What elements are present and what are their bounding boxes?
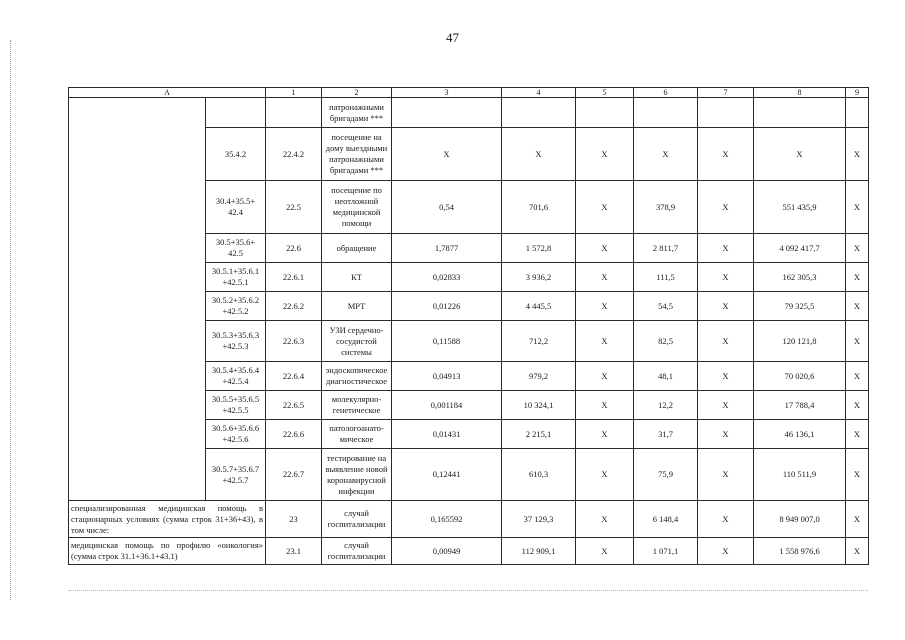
- cell-9: X: [846, 181, 869, 234]
- cell-9: X: [846, 321, 869, 362]
- cell-9: [846, 98, 869, 128]
- cell-1: 22.6.1: [266, 263, 322, 292]
- cell-a: 30.5.1+35.6.1 +42.5.1: [206, 263, 266, 292]
- cell-4: 610,3: [502, 449, 576, 501]
- cell-6: 6 148,4: [634, 501, 698, 538]
- cell-4: 712,2: [502, 321, 576, 362]
- cell-7: [698, 98, 754, 128]
- cell-9: X: [846, 234, 869, 263]
- cell-1: 22.6.2: [266, 292, 322, 321]
- cell-4: 1 572,8: [502, 234, 576, 263]
- cell-6: 1 071,1: [634, 538, 698, 565]
- cell-2: посещение на дому выездными патронажными бригадами ***: [322, 128, 392, 181]
- cell-9: X: [846, 420, 869, 449]
- cell-7: X: [698, 128, 754, 181]
- cell-5: X: [576, 181, 634, 234]
- col-header-8: 8: [754, 88, 846, 98]
- cell-8: 162 305,3: [754, 263, 846, 292]
- cell-3: 0,11588: [392, 321, 502, 362]
- cell-7: X: [698, 538, 754, 565]
- cell-5: X: [576, 292, 634, 321]
- cell-4: 112 909,1: [502, 538, 576, 565]
- cell-4: 3 936,2: [502, 263, 576, 292]
- cell-8: 17 788,4: [754, 391, 846, 420]
- cell-3: 0,01431: [392, 420, 502, 449]
- table-row: [69, 98, 869, 128]
- cell-4: 979,2: [502, 362, 576, 391]
- col-header-9: 9: [846, 88, 869, 98]
- cell-8: 551 435,9: [754, 181, 846, 234]
- cell-5: X: [576, 501, 634, 538]
- cell-a: [206, 98, 266, 128]
- cell-a: 30.5+35.6+ 42.5: [206, 234, 266, 263]
- cell-8: 120 121,8: [754, 321, 846, 362]
- cell-1: [266, 98, 322, 128]
- cell-9: X: [846, 292, 869, 321]
- cell-5: X: [576, 449, 634, 501]
- cell-2: КТ: [322, 263, 392, 292]
- cell-8: 70 020,6: [754, 362, 846, 391]
- merged-parent-cell: [69, 98, 206, 501]
- cell-3: 0,01226: [392, 292, 502, 321]
- cell-6: 48,1: [634, 362, 698, 391]
- cell-3: 0,12441: [392, 449, 502, 501]
- cell-1: 22.6.7: [266, 449, 322, 501]
- cell-3: 0,001184: [392, 391, 502, 420]
- cell-8: 46 136,1: [754, 420, 846, 449]
- cell-5: X: [576, 391, 634, 420]
- page-number: 47: [446, 30, 459, 45]
- cell-a: 30.4+35.5+ 42.4: [206, 181, 266, 234]
- data-table: [68, 87, 869, 565]
- cell-8: 110 511,9: [754, 449, 846, 501]
- bottom-dotted-line: [68, 590, 868, 592]
- cell-7: X: [698, 449, 754, 501]
- cell-1: 22.6.5: [266, 391, 322, 420]
- cell-5: X: [576, 321, 634, 362]
- cell-2: патронажными бригадами ***: [322, 98, 392, 128]
- cell-4: 2 215,1: [502, 420, 576, 449]
- cell-2: патологоанато-мическое: [322, 420, 392, 449]
- cell-3: 0,04913: [392, 362, 502, 391]
- cell-3: [392, 98, 502, 128]
- cell-9: X: [846, 449, 869, 501]
- cell-7: X: [698, 391, 754, 420]
- cell-a: 35.4.2: [206, 128, 266, 181]
- cell-1: 22.6.3: [266, 321, 322, 362]
- cell-2: МРТ: [322, 292, 392, 321]
- col-header-a: А: [69, 88, 266, 98]
- col-header-3: 3: [392, 88, 502, 98]
- cell-8: X: [754, 128, 846, 181]
- cell-5: X: [576, 263, 634, 292]
- cell-6: 31,7: [634, 420, 698, 449]
- header-row: [69, 88, 869, 98]
- col-header-6: 6: [634, 88, 698, 98]
- cell-3: 0,02833: [392, 263, 502, 292]
- cell-1: 22.6.6: [266, 420, 322, 449]
- col-header-5: 5: [576, 88, 634, 98]
- cell-3: 1,7877: [392, 234, 502, 263]
- cell-1: 22.5: [266, 181, 322, 234]
- cell-2: случай госпитализации: [322, 501, 392, 538]
- cell-a: 30.5.3+35.6.3 +42.5.3: [206, 321, 266, 362]
- cell-7: X: [698, 362, 754, 391]
- cell-5: X: [576, 128, 634, 181]
- cell-6: [634, 98, 698, 128]
- table-row: [69, 501, 869, 538]
- cell-6: 75,9: [634, 449, 698, 501]
- cell-9: X: [846, 263, 869, 292]
- cell-6: 111,5: [634, 263, 698, 292]
- cell-9: X: [846, 391, 869, 420]
- cell-9: X: [846, 538, 869, 565]
- cell-9: X: [846, 362, 869, 391]
- cell-8: 1 558 976,6: [754, 538, 846, 565]
- cell-2: тестирование на выявление новой коронавирусной инфекции: [322, 449, 392, 501]
- cell-5: X: [576, 362, 634, 391]
- col-header-1: 1: [266, 88, 322, 98]
- cell-1: 23.1: [266, 538, 322, 565]
- cell-6: 378,9: [634, 181, 698, 234]
- cell-5: X: [576, 234, 634, 263]
- cell-8: [754, 98, 846, 128]
- col-header-4: 4: [502, 88, 576, 98]
- cell-a: 30.5.4+35.6.4 +42.5.4: [206, 362, 266, 391]
- cell-7: X: [698, 420, 754, 449]
- cell-5: [576, 98, 634, 128]
- cell-4: 4 445,5: [502, 292, 576, 321]
- cell-3: X: [392, 128, 502, 181]
- cell-2: эндоскопическое диагностическое: [322, 362, 392, 391]
- cell-4: X: [502, 128, 576, 181]
- cell-3: 0,54: [392, 181, 502, 234]
- cell-2: УЗИ сердечно-сосудистой системы: [322, 321, 392, 362]
- cell-3: 0,165592: [392, 501, 502, 538]
- cell-5: X: [576, 420, 634, 449]
- cell-5: X: [576, 538, 634, 565]
- cell-1: 22.6.4: [266, 362, 322, 391]
- margin-dotted-line: [10, 40, 12, 600]
- cell-4: [502, 98, 576, 128]
- col-header-2: 2: [322, 88, 392, 98]
- cell-a-wide: специализированная медицинская помощь в стационарных условиях (сумма строк 31+36+43), в том числе:: [69, 501, 266, 538]
- cell-a-wide: медицинская помощь по профилю «онкология» (сумма строк 31.1+36.1+43.1): [69, 538, 266, 565]
- cell-1: 22.6: [266, 234, 322, 263]
- cell-7: X: [698, 292, 754, 321]
- cell-8: 4 092 417,7: [754, 234, 846, 263]
- col-header-7: 7: [698, 88, 754, 98]
- cell-9: X: [846, 128, 869, 181]
- cell-6: 82,5: [634, 321, 698, 362]
- cell-6: 2 811,7: [634, 234, 698, 263]
- cell-7: X: [698, 234, 754, 263]
- cell-a: 30.5.5+35.6.5 +42.5.5: [206, 391, 266, 420]
- cell-7: X: [698, 321, 754, 362]
- cell-4: 37 129,3: [502, 501, 576, 538]
- cell-a: 30.5.2+35.6.2 +42.5.2: [206, 292, 266, 321]
- cell-a: 30.5.7+35.6.7 +42.5.7: [206, 449, 266, 501]
- cell-1: 22.4.2: [266, 128, 322, 181]
- cell-2: случай госпитализации: [322, 538, 392, 565]
- cell-2: молекулярно-генетическое: [322, 391, 392, 420]
- cell-7: X: [698, 181, 754, 234]
- cell-2: обращение: [322, 234, 392, 263]
- cell-8: 8 949 007,0: [754, 501, 846, 538]
- cell-6: 54,5: [634, 292, 698, 321]
- cell-4: 10 324,1: [502, 391, 576, 420]
- cell-3: 0,00949: [392, 538, 502, 565]
- cell-a: 30.5.6+35.6.6 +42.5.6: [206, 420, 266, 449]
- cell-1: 23: [266, 501, 322, 538]
- cell-4: 701,6: [502, 181, 576, 234]
- cell-8: 79 325,5: [754, 292, 846, 321]
- cell-7: X: [698, 501, 754, 538]
- cell-6: X: [634, 128, 698, 181]
- cell-7: X: [698, 263, 754, 292]
- cell-6: 12,2: [634, 391, 698, 420]
- cell-2: посещение по неотложной медицинской помощи: [322, 181, 392, 234]
- table-row: [69, 538, 869, 565]
- cell-9: X: [846, 501, 869, 538]
